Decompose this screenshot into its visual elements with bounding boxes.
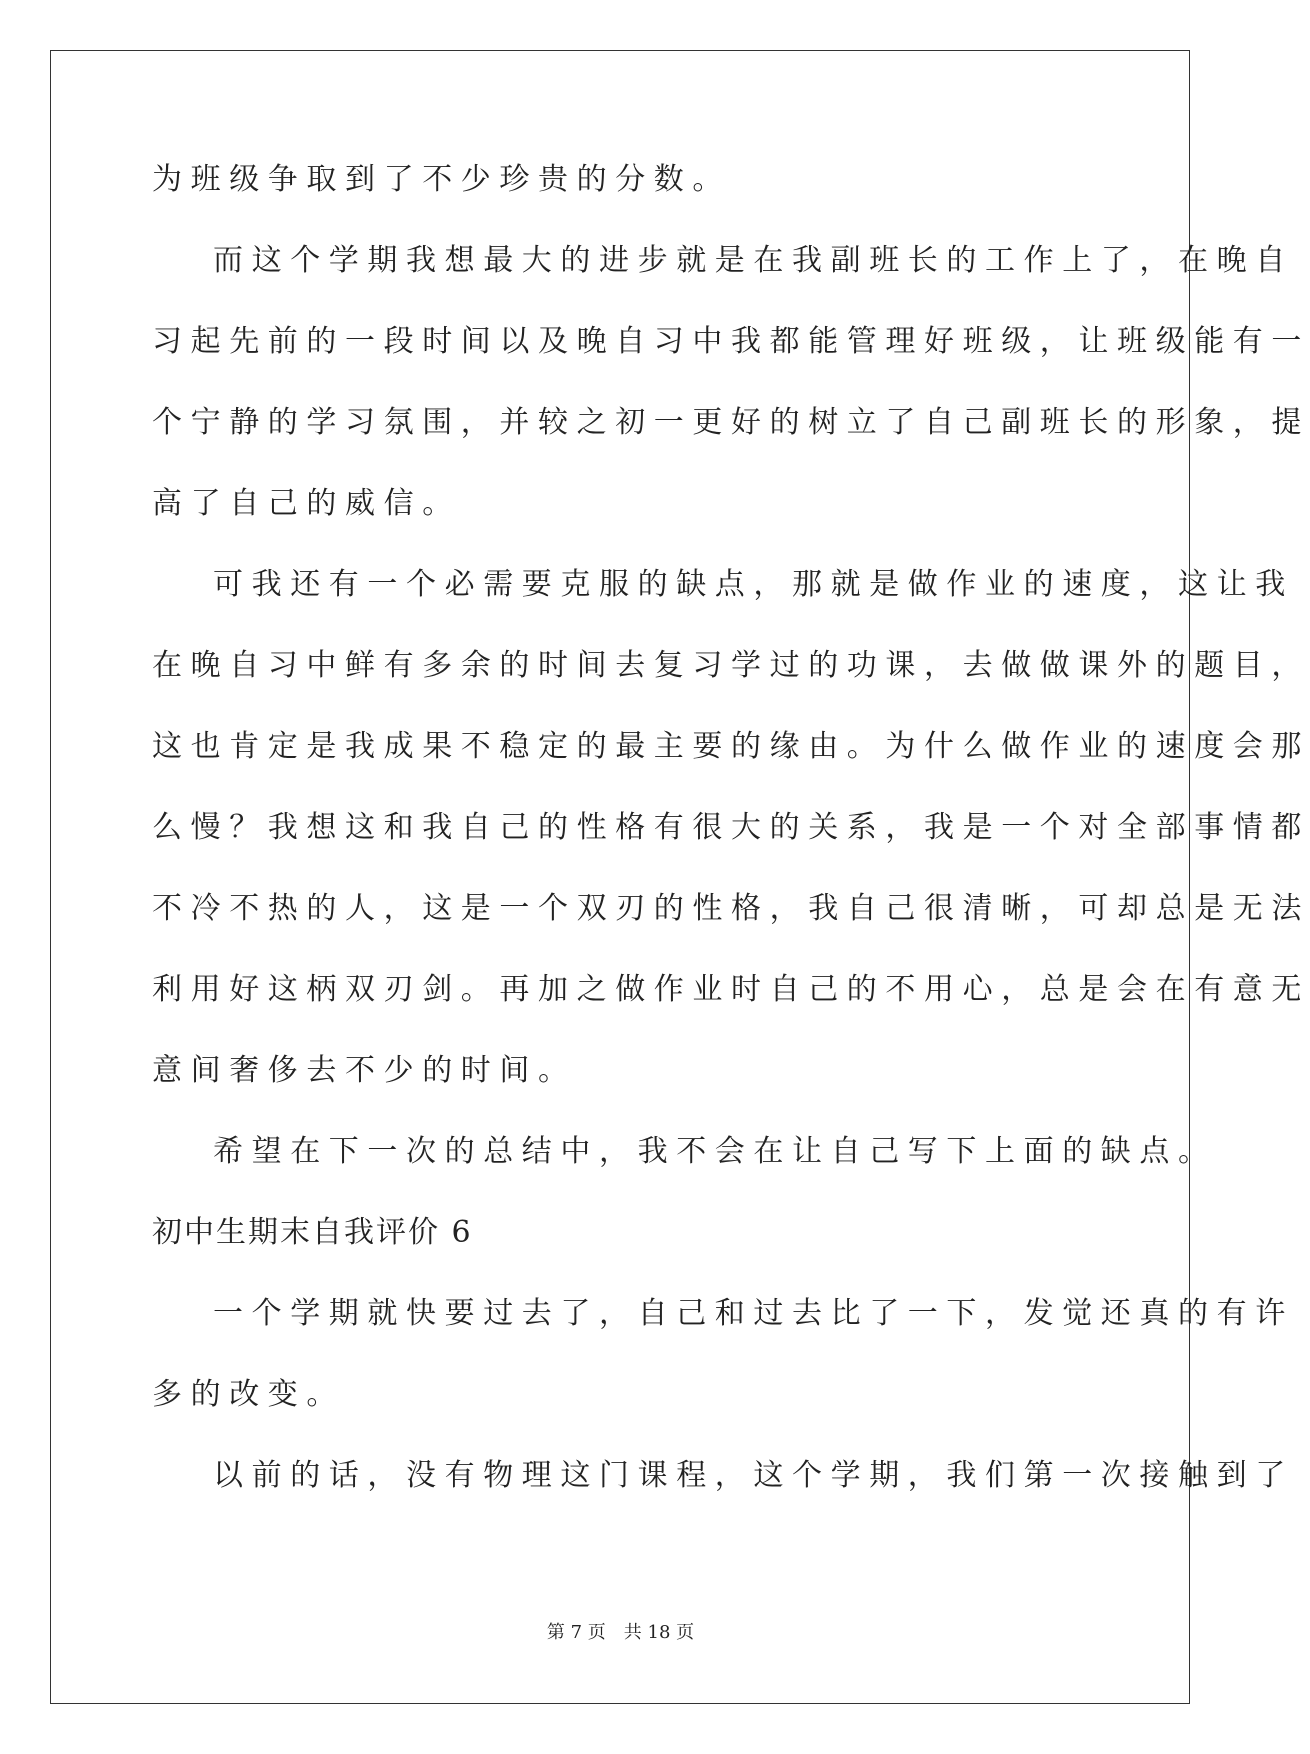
text-line: 意间奢侈去不少的时间。 (152, 1053, 577, 1088)
text-line: 希望在下一次的总结中，我不会在让自己写下上面的缺点。 (213, 1134, 1217, 1169)
text-line: 而这个学期我想最大的进步就是在我副班长的工作上了，在晚自 (213, 243, 1294, 278)
text-line: 利用好这柄双刃剑。再加之做作业时自己的不用心，总是会在有意无 (152, 972, 1310, 1007)
text-line: 个宁静的学习氛围，并较之初一更好的树立了自己副班长的形象，提 (152, 405, 1310, 440)
text-line: 高了自己的威信。 (152, 486, 461, 521)
text-line: 不冷不热的人，这是一个双刃的性格，我自己很清晰，可却总是无法 (152, 891, 1310, 926)
text-line: 这也肯定是我成果不稳定的最主要的缘由。为什么做作业的速度会那 (152, 729, 1310, 764)
text-line: 可我还有一个必需要克服的缺点，那就是做作业的速度，这让我 (213, 567, 1294, 602)
text-line: 在晚自习中鲜有多余的时间去复习学过的功课，去做做课外的题目， (152, 648, 1310, 683)
text-line: 多的改变。 (152, 1377, 345, 1412)
page-total: 共 18 页 (623, 1622, 695, 1643)
text-line: 为班级争取到了不少珍贵的分数。 (152, 162, 731, 197)
text-line: 么慢？我想这和我自己的性格有很大的关系，我是一个对全部事情都 (152, 810, 1310, 845)
text-line: 以前的话，没有物理这门课程，这个学期，我们第一次接触到了 (213, 1458, 1294, 1493)
section-heading: 初中生期末自我评价 6 (152, 1215, 473, 1250)
text-line: 习起先前的一段时间以及晚自习中我都能管理好班级，让班级能有一 (152, 324, 1310, 359)
page-footer (0, 1621, 1241, 1645)
page-number: 第 7 页 (546, 1622, 606, 1643)
text-line: 一个学期就快要过去了，自己和过去比了一下，发觉还真的有许 (213, 1296, 1294, 1331)
document-body (152, 162, 1310, 1539)
